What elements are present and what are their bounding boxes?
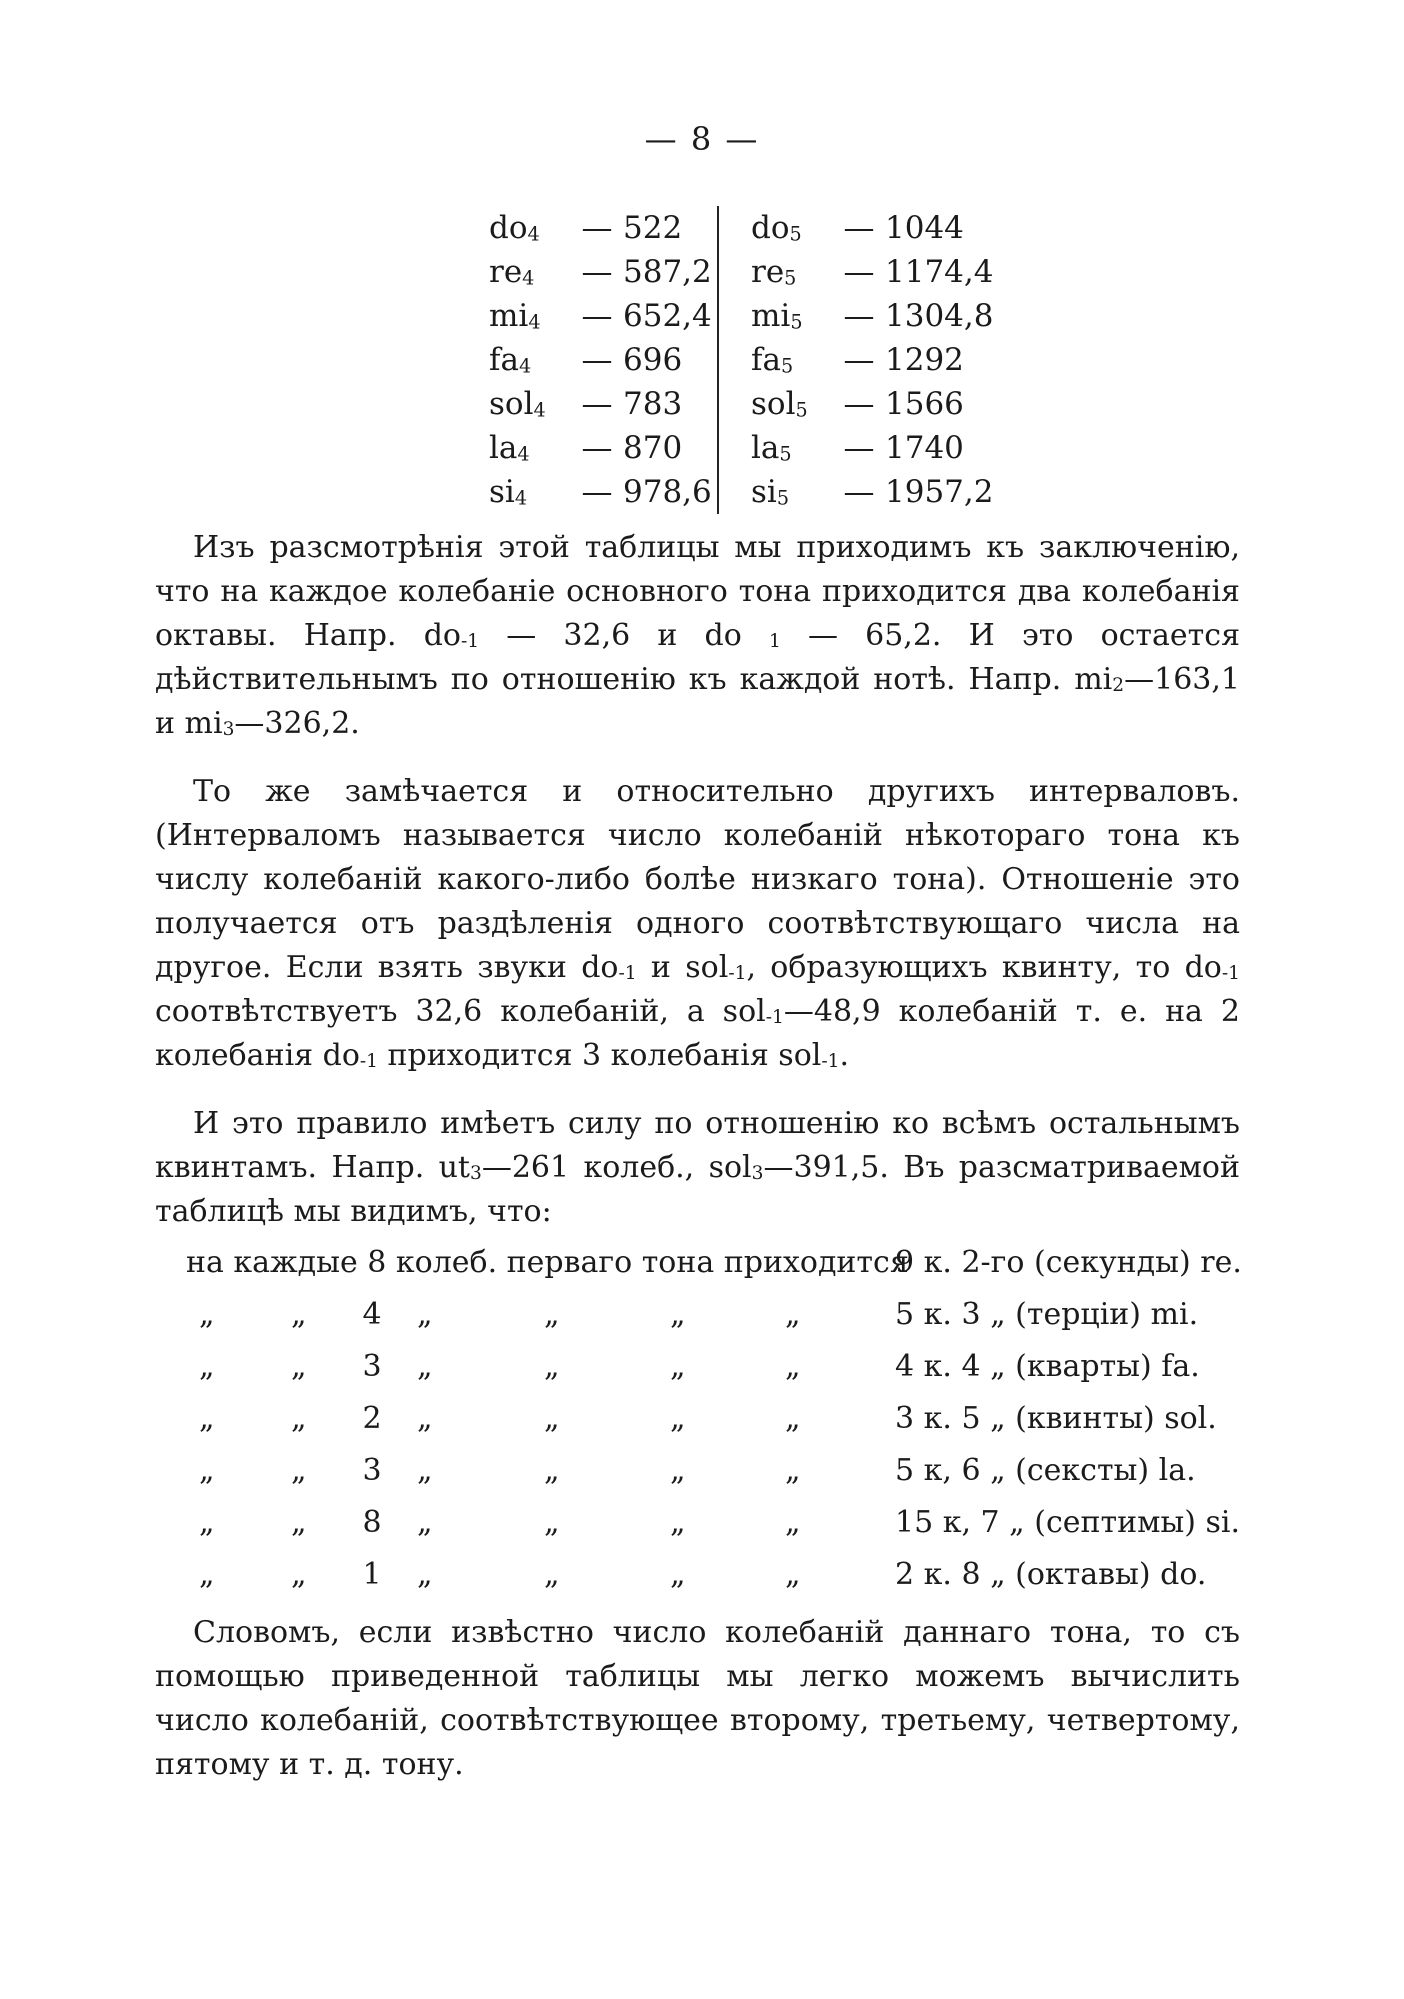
frequency-value: 652,4: [623, 298, 712, 334]
freq-row: [751, 382, 1001, 426]
ditto-mark: „: [670, 1505, 686, 1540]
note-label: sol$_5$: [751, 386, 808, 422]
note-subscript: 5: [776, 486, 790, 510]
ditto-mark: „: [291, 1401, 307, 1436]
ditto-mark: „: [291, 1557, 307, 1592]
freq-row: [489, 250, 717, 294]
note-label: $do_4$: [489, 210, 540, 246]
interval-description: 9 к. 2-го (секунды) re.: [895, 1245, 1242, 1280]
freq-row: [751, 250, 1001, 294]
ditto-mark: „: [544, 1505, 560, 1540]
frequency-value: 870: [623, 430, 683, 466]
interval-row: [155, 1341, 1285, 1393]
note-label: sol$_4$: [489, 386, 546, 422]
dash: —: [581, 342, 613, 378]
ditto-mark: „: [417, 1505, 433, 1540]
frequency-value: 1304,8: [885, 298, 994, 334]
interval-row: [155, 1393, 1285, 1445]
ditto-mark: „: [544, 1349, 560, 1384]
interval-list-header-left: на каждые 8 колеб. перваго тона приходится: [186, 1245, 909, 1280]
dash: —: [581, 386, 613, 422]
frequency-value: 522: [623, 210, 683, 246]
note-subscript: 4: [514, 486, 528, 510]
dash: —: [843, 298, 875, 334]
dash: —: [843, 342, 875, 378]
ditto-mark: „: [199, 1297, 215, 1332]
interval-description: 4 к. 4 „ (кварты) fa.: [895, 1349, 1200, 1384]
ditto-mark: „: [544, 1401, 560, 1436]
note-label: $mi_4$: [489, 298, 541, 334]
interval-list: [155, 1289, 1285, 1601]
note-subscript: 5: [779, 442, 792, 466]
interval-count: 2: [362, 1401, 382, 1436]
note-subscript: 4: [528, 310, 541, 334]
freq-column-octave4: [489, 206, 719, 514]
freq-row: [751, 338, 1001, 382]
note-subscript: 5: [789, 222, 802, 246]
ditto-mark: „: [199, 1401, 215, 1436]
note-label: $si_4$: [489, 474, 528, 510]
dash: —: [843, 210, 875, 246]
dash: —: [581, 298, 613, 334]
note-label: $fa_5$: [751, 342, 794, 378]
ditto-mark: „: [291, 1453, 307, 1488]
note-label: $mi_5$: [751, 298, 803, 334]
frequency-value: 696: [623, 342, 683, 378]
frequency-value: 1292: [885, 342, 964, 378]
ditto-mark: „: [291, 1297, 307, 1332]
ditto-mark: „: [785, 1349, 801, 1384]
freq-row: [489, 470, 717, 514]
freq-row: [489, 338, 717, 382]
note-subscript: 4: [533, 398, 546, 422]
interval-count: 4: [362, 1297, 382, 1332]
frequency-table: [489, 206, 1001, 514]
ditto-mark: „: [199, 1453, 215, 1488]
interval-count: 8: [362, 1505, 382, 1540]
frequency-value: 1044: [885, 210, 964, 246]
ditto-mark: „: [785, 1505, 801, 1540]
interval-description: 5 к, 6 „ (сексты) la.: [895, 1453, 1196, 1488]
ditto-mark: „: [199, 1349, 215, 1384]
dash: —: [581, 474, 613, 510]
ditto-mark: „: [417, 1349, 433, 1384]
interval-row: [155, 1549, 1285, 1601]
ditto-mark: „: [291, 1505, 307, 1540]
freq-row: [489, 206, 717, 250]
frequency-value: 587,2: [623, 254, 712, 290]
ditto-mark: „: [670, 1453, 686, 1488]
dash: —: [843, 386, 875, 422]
ditto-mark: „: [785, 1401, 801, 1436]
note-label: $la_5$: [751, 430, 792, 466]
note-label: $do_5$: [751, 210, 802, 246]
dash: —: [581, 254, 613, 290]
interval-description: 3 к. 5 „ (квинты) sol.: [895, 1401, 1217, 1436]
ditto-mark: „: [417, 1401, 433, 1436]
note-subscript: 4: [527, 222, 540, 246]
interval-count: 3: [362, 1453, 382, 1488]
frequency-value: 783: [623, 386, 683, 422]
freq-row: [751, 206, 1001, 250]
dash: —: [843, 254, 875, 290]
frequency-value: 1957,2: [885, 474, 994, 510]
ditto-mark: „: [670, 1401, 686, 1436]
ditto-mark: „: [670, 1557, 686, 1592]
freq-row: [489, 294, 717, 338]
interval-list-header-row: [155, 1241, 1285, 1285]
frequency-value: 1174,4: [885, 254, 994, 290]
ditto-mark: „: [670, 1297, 686, 1332]
paragraph-3: И это правило имѣетъ силу по отношенію ко всѣмъ остальнымъ квинтамъ. Напр. $ut_3—261$ колеб., sol$_3$—391,5. Въ разсматриваемой таблицѣ мы видимъ, что:: [155, 1106, 1240, 1229]
freq-row: [489, 426, 717, 470]
ditto-mark: „: [291, 1349, 307, 1384]
note-subscript: 5: [784, 266, 797, 290]
ditto-mark: „: [417, 1297, 433, 1332]
note-subscript: 5: [780, 354, 794, 378]
ditto-mark: „: [544, 1453, 560, 1488]
interval-count: 3: [362, 1349, 382, 1384]
ditto-mark: „: [199, 1505, 215, 1540]
note-label: $re_4$: [489, 254, 535, 290]
note-label: $re_5$: [751, 254, 797, 290]
ditto-mark: „: [199, 1557, 215, 1592]
dash: —: [843, 430, 875, 466]
frequency-value: 1740: [885, 430, 964, 466]
ditto-mark: „: [417, 1453, 433, 1488]
paragraph-2: То же замѣчается и относительно другихъ интерваловъ. (Интерваломъ называется число колебаній нѣкотораго тона къ числу колебаній какого-либо болѣе низкаго тона). Отношеніе это получается отъ раздѣленія одного соотвѣтствующаго числа на другое. Если взять звуки $do_{-1}$ и sol$_{-1}$, образующихъ квинту, то $do_{-1}$ соотвѣтствуетъ 32,6 колебаній, а sol$_{-1}$—48,9 колебаній т. е. на 2 колебанія $do_{-1}$ приходится 3 колебанія sol$_{-1}$.: [155, 774, 1240, 1073]
dash: —: [581, 430, 613, 466]
ditto-mark: „: [785, 1557, 801, 1592]
paragraph-4: Словомъ, если извѣстно число колебаній даннаго тона, то съ помощью приведенной таблицы мы легко можемъ вычислить число колебаній, соотвѣтствующее второму, третьему, четвертому, пятому и т. д. тону.: [155, 1615, 1240, 1782]
freq-row: [489, 382, 717, 426]
note-subscript: 4: [517, 442, 530, 466]
paragraph-1: Изъ разсмотрѣнія этой таблицы мы приходимъ къ заключенію, что на каждое колебаніе основного тона приходится два колебанія октавы. Напр. $do_{-1}$ — 32,6 и do $_1$ — 65,2. И это остается дѣйствительнымъ по отношенію къ каждой нотѣ. Напр. $mi_2—163,1$ и $mi_3—326,2$.: [155, 530, 1240, 741]
ditto-mark: „: [544, 1557, 560, 1592]
ditto-mark: „: [417, 1557, 433, 1592]
note-subscript: 5: [790, 310, 803, 334]
frequency-value: 1566: [885, 386, 964, 422]
ditto-mark: „: [670, 1349, 686, 1384]
interval-row: [155, 1497, 1285, 1549]
freq-column-octave5: [719, 206, 1001, 514]
interval-row: [155, 1289, 1285, 1341]
interval-description: 2 к. 8 „ (октавы) do.: [895, 1557, 1207, 1592]
freq-row: [751, 470, 1001, 514]
interval-description: 15 к, 7 „ (септимы) si.: [895, 1505, 1241, 1540]
note-subscript: 4: [522, 266, 535, 290]
frequency-value: 978,6: [623, 474, 712, 510]
note-label: $la_4$: [489, 430, 530, 466]
page-number: — 8 —: [644, 120, 760, 158]
ditto-mark: „: [785, 1453, 801, 1488]
interval-description: 5 к. 3 „ (терціи) mi.: [895, 1297, 1199, 1332]
ditto-mark: „: [785, 1297, 801, 1332]
interval-count: 1: [362, 1557, 382, 1592]
note-subscript: 5: [795, 398, 808, 422]
interval-row: [155, 1445, 1285, 1497]
note-label: $si_5$: [751, 474, 790, 510]
note-label: $fa_4$: [489, 342, 532, 378]
dash: —: [581, 210, 613, 246]
ditto-mark: „: [544, 1297, 560, 1332]
freq-row: [751, 294, 1001, 338]
freq-row: [751, 426, 1001, 470]
note-subscript: 4: [518, 354, 532, 378]
dash: —: [843, 474, 875, 510]
